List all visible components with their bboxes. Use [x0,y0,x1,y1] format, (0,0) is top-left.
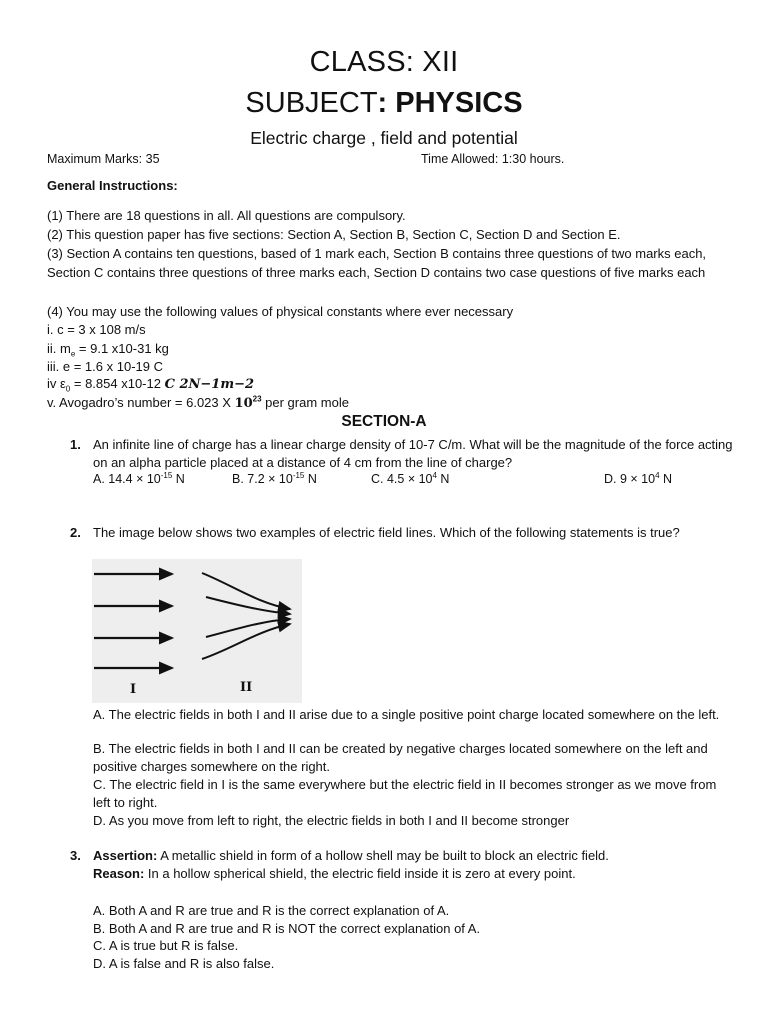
field-lines-figure [92,559,302,703]
instruction-item: (3) Section A contains ten questions, based of 1 mark each, Section B contains three questions of two marks each, Section C contains three questions of three marks each, Section D contains two case questions of five marks each [47,246,707,280]
converging-field-lines [202,573,290,659]
q2-option-d: D. As you move from left to right, the electric fields in both I and II become stronger [93,813,570,828]
constant-me-prefix: ii. m [47,341,71,356]
constant-c: i. c = 3 x 108 m/s [47,322,146,337]
figure-label-ii: II [240,680,253,695]
constant-e: iii. e = 1.6 x 10-19 C [47,359,163,374]
q1-option-a-exp: -15 [160,470,173,480]
q2-number: 2. [70,525,81,540]
constant-eps-prefix: iv ε [47,376,66,391]
q1-option-c-exp: 4 [432,470,437,480]
constant-eps-suffix: = 8.854 x10-12 [70,376,165,391]
field-line [202,624,290,659]
q1-option-a-base: A. 14.4 × 10 [93,472,161,486]
instruction-item: (4) You may use the following values of physical constants where ever necessary [47,304,514,319]
class-label: CLASS: [309,46,415,78]
q2-option-a: A. The electric fields in both I and II arise due to a single positive point charge located somewhere on the left. [93,707,720,722]
q2-option-b: B. The electric fields in both I and II can be created by negative charges located somewhere on the left and positive charges somewhere on the right. [93,741,708,774]
q1-option-c [371,472,449,486]
q1-option-d-unit: N [659,472,673,486]
q3-assertion [93,847,733,865]
class-value: XII [422,46,459,78]
topic-title: Electric charge , field and potential [250,128,518,148]
q1-option-d [604,472,672,486]
q2-option-c: C. The electric field in I is the same everywhere but the electric field in II becomes stronger as we move from left to right. [93,777,717,810]
q1-number: 1. [70,437,81,452]
class-heading [0,46,768,79]
time-allowed: Time Allowed: 1:30 hours. [421,152,565,166]
q1-option-a [93,472,185,486]
constant-me-sub: e [70,349,76,359]
constant-eps-unit: C 2N−1m−2 [164,377,255,392]
q1-option-b-unit: N [304,472,317,486]
field-line [202,573,290,609]
q1-option-c-base: C. 4.5 × 10 [371,472,433,486]
q3-option-a: A. Both A and R are true and R is the correct explanation of A. [93,903,450,918]
constant-avogadro [47,395,349,411]
instructions-heading: General Instructions: [47,178,178,193]
q1-option-a-unit: N [172,472,185,486]
q1-option-d-exp: 4 [655,470,660,480]
constant-eps [47,376,254,392]
q3-option-c: C. A is true but R is false. [93,938,239,953]
uniform-field-lines [94,574,172,668]
subject-value: : PHYSICS [377,87,523,119]
instruction-item: (2) This question paper has five sections: Section A, Section B, Section C, Section D and Section E. [47,227,621,242]
reason-text: In a hollow spherical shield, the electric field inside it is zero at every point. [144,866,576,881]
constant-me [47,341,169,359]
q1-option-c-unit: N [436,472,450,486]
q1-option-b [232,472,317,486]
instruction-item: (1) There are 18 questions in all. All questions are compulsory. [47,208,406,223]
figure-label-i: I [130,682,137,697]
q3-option-d: D. A is false and R is also false. [93,956,275,971]
max-marks: Maximum Marks: 35 [47,152,160,166]
avogadro-base: 10 [234,396,253,411]
subject-heading [0,87,768,120]
q1-text: An infinite line of charge has a linear charge density of 10-7 C/m. What will be the magnitude of the force acting on an alpha particle placed at a distance of 4 cm from the line of charge? [93,437,733,470]
constant-eps-sub: 0 [65,384,71,394]
constant-me-suffix: = 9.1 x10-31 kg [75,341,169,356]
assertion-text: A metallic shield in form of a hollow shell may be built to block an electric field. [157,848,609,863]
q3-reason [93,865,733,883]
assertion-label: Assertion: [93,848,158,863]
section-a-title: SECTION-A [341,413,427,430]
field-lines-diagram [92,559,302,703]
avogadro-prefix: v. Avogadro’s number = 6.023 X [47,395,235,410]
q3-number: 3. [70,848,81,863]
q2-text: The image below shows two examples of electric field lines. Which of the following statements is true? [93,525,680,540]
q1-option-d-base: D. 9 × 10 [604,472,656,486]
q3-option-b: B. Both A and R are true and R is NOT the correct explanation of A. [93,921,481,936]
subject-label: SUBJECT [245,87,378,119]
reason-label: Reason: [93,866,145,881]
avogadro-suffix: per gram mole [261,395,349,410]
avogadro-exp: 23 [252,394,262,404]
q1-option-b-exp: -15 [292,470,305,480]
q1-option-b-base: B. 7.2 × 10 [232,472,293,486]
